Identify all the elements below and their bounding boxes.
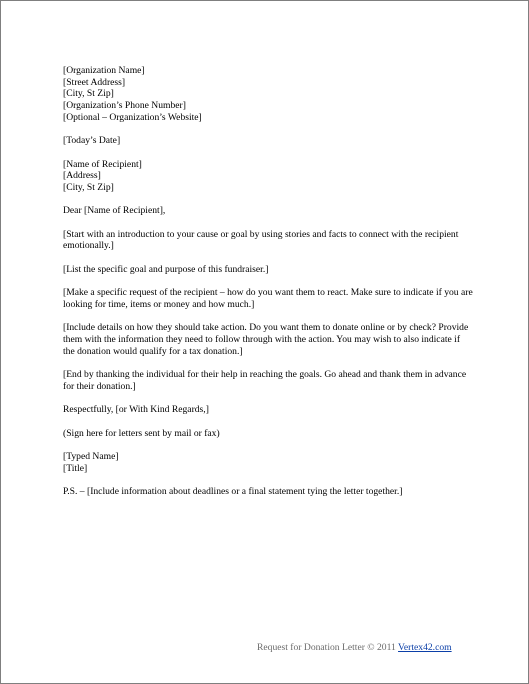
footer-copyright-text: Request for Donation Letter © 2011: [257, 642, 399, 653]
sender-organization-name: [Organization Name]: [63, 65, 145, 76]
page-footer: [257, 642, 452, 654]
postscript-block: [63, 486, 473, 498]
sender-address-block: [63, 65, 473, 124]
paragraph-action-details: [63, 322, 473, 357]
signer-block: [63, 451, 473, 474]
salutation-block: [63, 205, 473, 217]
salutation: Dear [Name of Recipient],: [63, 205, 166, 217]
postscript: P.S. – [Include information about deadlines or a final statement tying the letter together.]: [63, 486, 403, 498]
paragraph-text: [Start with an introduction to your cause or goal by using stories and facts to connect with the recipient emotionally.]: [63, 228, 459, 252]
closing-block: [63, 404, 473, 416]
signature-block: [63, 428, 473, 440]
recipient-address: [Address]: [63, 170, 101, 182]
paragraph-introduction: [63, 229, 473, 252]
letter-body: [63, 65, 473, 498]
paragraph-text: [Make a specific request of the recipient – how do you want them to react. Make sure to indicate if you are looking for time, items or money and how much.]: [63, 287, 473, 310]
sender-street-address: [Street Address]: [63, 76, 126, 88]
letter-date: [Today’s Date]: [63, 135, 121, 147]
signer-typed-name: [Typed Name]: [63, 451, 119, 463]
footer-vertex42-link[interactable]: Vertex42.com: [398, 642, 452, 653]
sender-city-state-zip: [City, St Zip]: [63, 88, 114, 100]
recipient-address-block: [63, 159, 473, 194]
recipient-name: [Name of Recipient]: [63, 158, 142, 170]
signature-note: (Sign here for letters sent by mail or fax): [63, 427, 220, 439]
closing: Respectfully, [or With Kind Regards,]: [63, 404, 209, 416]
paragraph-request: [63, 287, 473, 310]
sender-phone-number: [Organization’s Phone Number]: [63, 100, 186, 112]
signer-title: [Title]: [63, 462, 88, 474]
paragraph-text: [List the specific goal and purpose of this fundraiser.]: [63, 263, 269, 275]
sender-website: [Optional – Organization’s Website]: [63, 111, 202, 123]
paragraph-text: [End by thanking the individual for their help in reaching the goals. Go ahead and thank them in advance for their donation.]: [63, 369, 467, 392]
recipient-city-state-zip: [City, St Zip]: [63, 182, 114, 193]
date-block: [63, 135, 473, 147]
paragraph-thanks: [63, 369, 473, 392]
paragraph-goal: [63, 264, 473, 276]
paragraph-text: [Include details on how they should take action. Do you want them to donate online or by check? Provide them with the information they need to follow through with the action. You may wish to also indicate if the donation would qualify for a tax donation.]: [63, 322, 469, 357]
